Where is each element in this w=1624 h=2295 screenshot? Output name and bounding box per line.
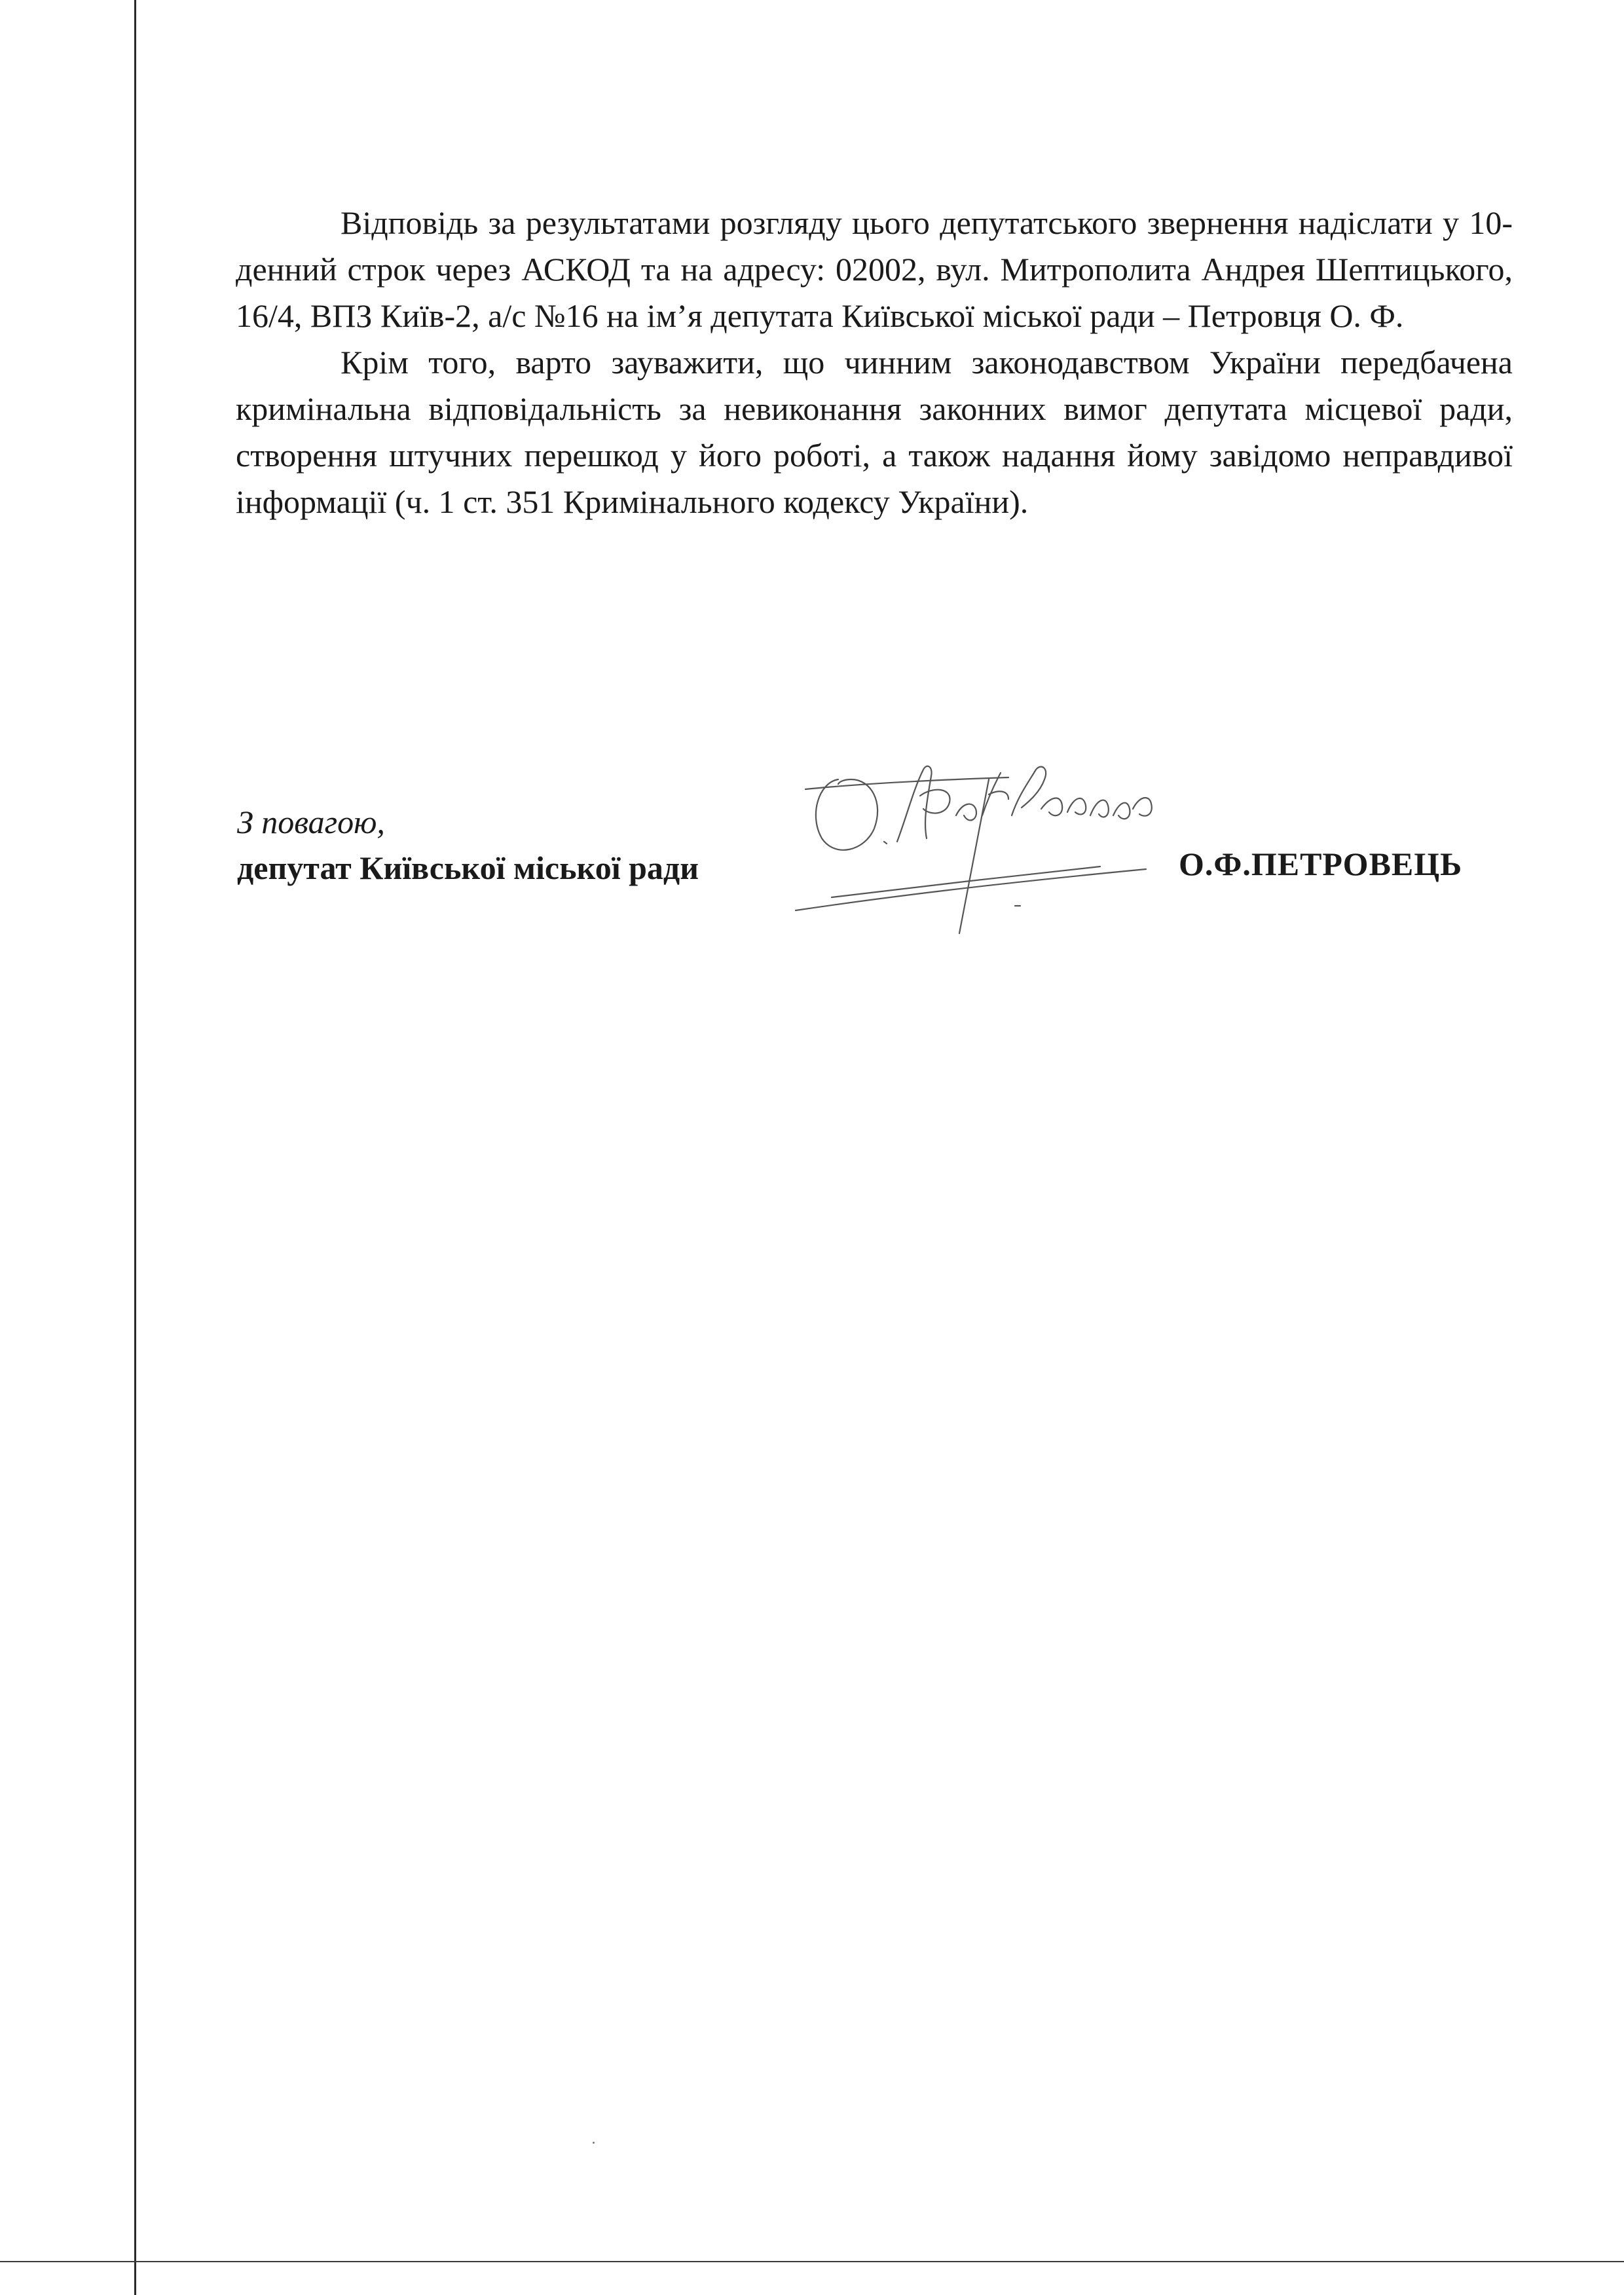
- signer-position: депутат Київської міської ради: [237, 849, 699, 886]
- paragraph-response-request: Відповідь за результатами розгляду цього депутатського звернення надіслати у 10-денний строк через АСКОД та на адресу: 02002, вул. Митрополита Андрея Шептицького, 16/4, ВПЗ Київ-2, а/с №16 на ім’я депутата Київської міської ради – Петровця О. Ф.: [236, 204, 1513, 334]
- scan-speck: [593, 2142, 595, 2144]
- closing-regards: З повагою,: [237, 804, 385, 840]
- paragraph-legal-notice: Крім того, варто зауважити, що чинним законодавством України передбачена кримінальна відповідальність за невиконання законних вимог депутата місцевої ради, створення штучних перешкод у його роботі, а також надання йому завідомо неправдивої інформації (ч. 1 ст. 351 Кримінального кодексу України).: [236, 344, 1513, 520]
- scan-left-edge: [134, 0, 136, 2295]
- handwritten-signature: [792, 717, 1185, 940]
- scan-bottom-edge: [0, 2261, 1624, 2262]
- signer-name: О.Ф.ПЕТРОВЕЦЬ: [1179, 846, 1463, 882]
- letter-body: [236, 200, 1513, 525]
- closing-block: [237, 799, 699, 891]
